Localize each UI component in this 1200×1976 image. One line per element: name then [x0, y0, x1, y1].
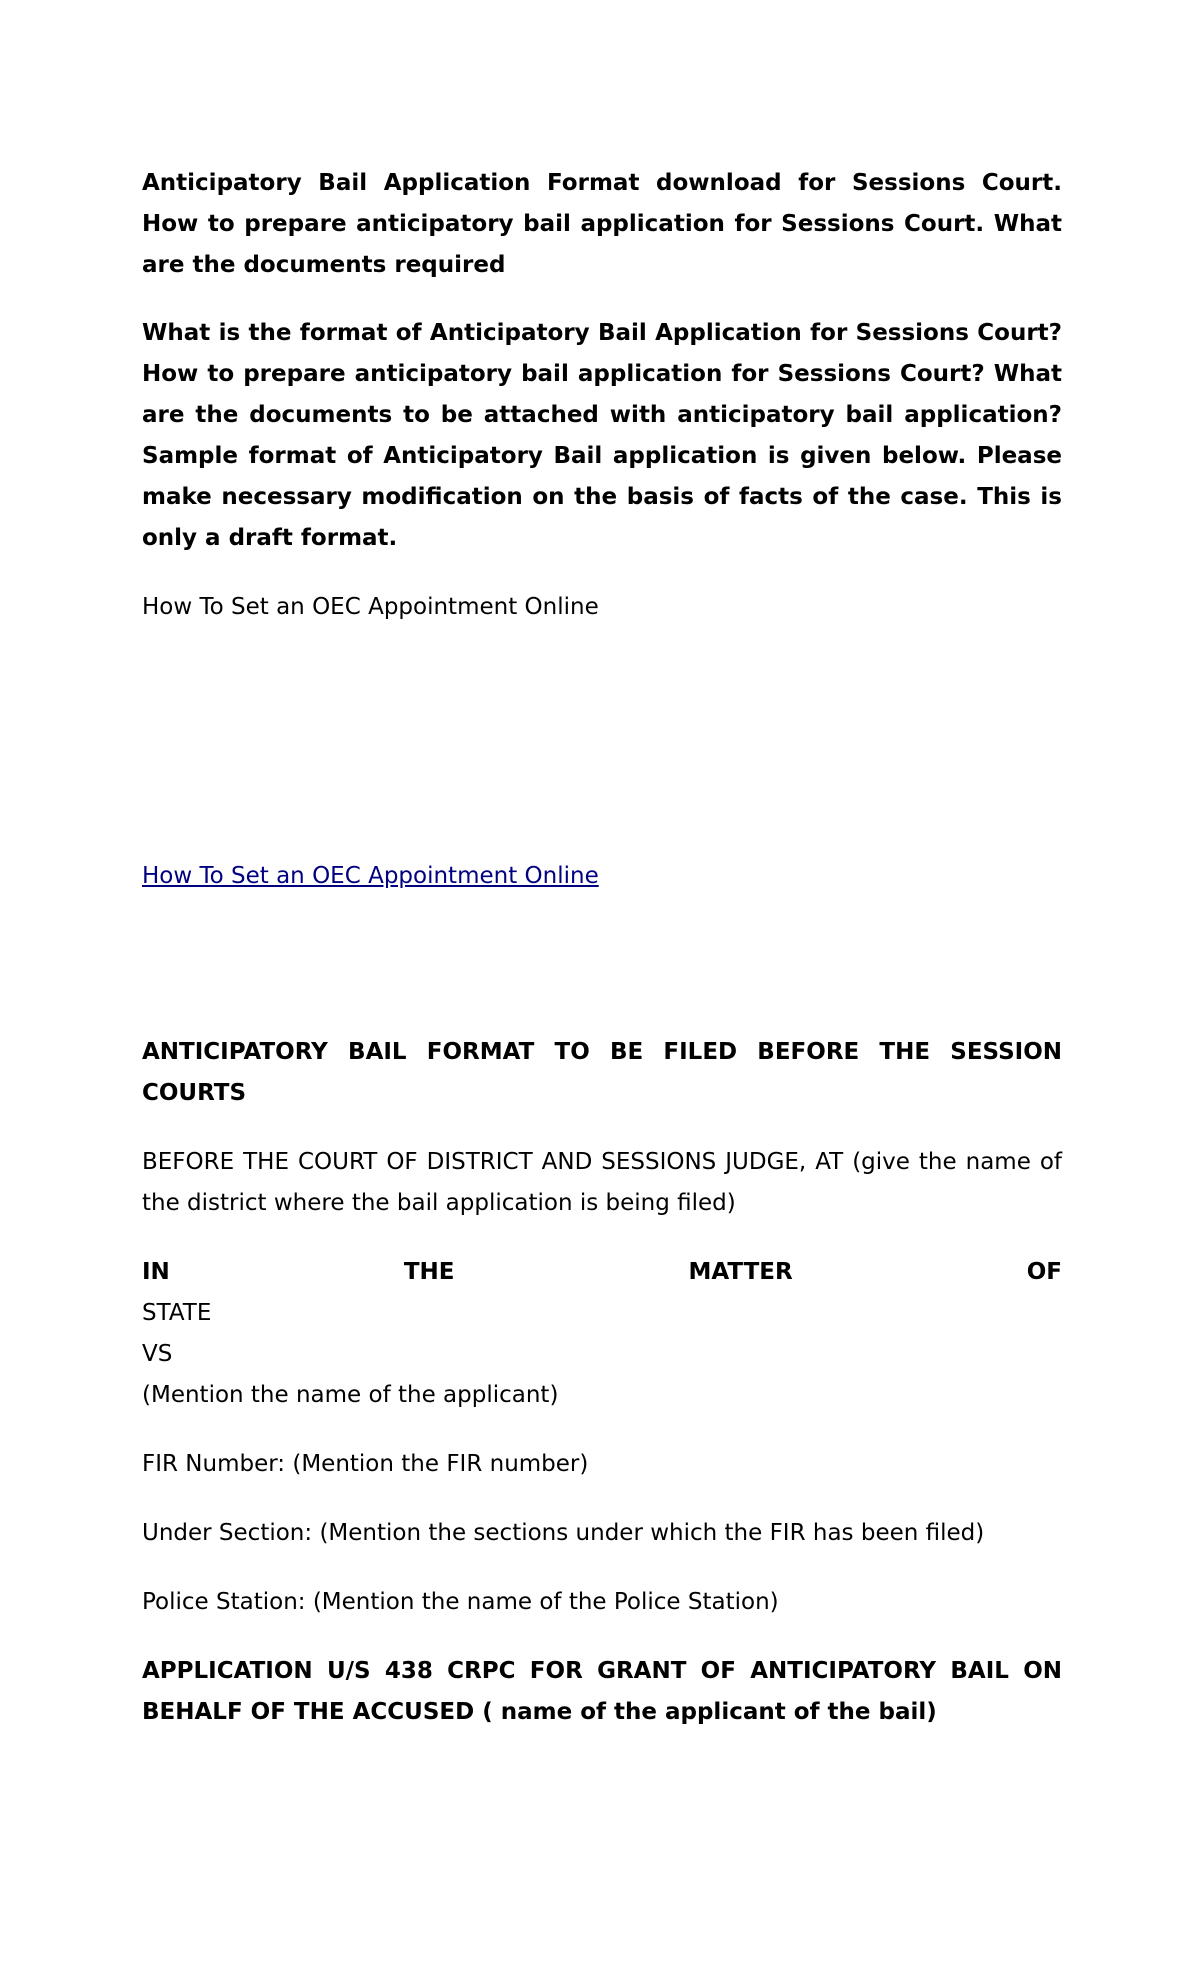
- matter-word: OF: [1026, 1259, 1062, 1285]
- court-line: BEFORE THE COURT OF DISTRICT AND SESSIONS JUDGE, AT (give the name of the district where the bail application is being filed): [142, 1149, 1062, 1216]
- matter-word: THE: [403, 1259, 455, 1285]
- party-applicant: (Mention the name of the applicant): [142, 1382, 559, 1408]
- matter-word: IN: [142, 1259, 170, 1285]
- format-heading: ANTICIPATORY BAIL FORMAT TO BE FILED BEFORE THE SESSION COURTS: [142, 1039, 1062, 1106]
- oec-link-text[interactable]: How To Set an OEC Appointment Online: [142, 863, 599, 889]
- document-page: [142, 163, 1062, 1733]
- police-station: Police Station: (Mention the name of the Police Station): [142, 1589, 779, 1615]
- document-title: Anticipatory Bail Application Format download for Sessions Court. How to prepare anticipatory bail application for Sessions Court. What are the documents required: [142, 170, 1062, 278]
- party-vs: VS: [142, 1341, 173, 1367]
- in-the-matter-of: [142, 1252, 1062, 1293]
- fir-number: FIR Number: (Mention the FIR number): [142, 1451, 589, 1477]
- under-section: Under Section: (Mention the sections under which the FIR has been filed): [142, 1520, 985, 1546]
- oec-appointment-link[interactable]: [142, 856, 1062, 897]
- oec-text: How To Set an OEC Appointment Online: [142, 594, 599, 620]
- application-heading: APPLICATION U/S 438 CRPC FOR GRANT OF ANTICIPATORY BAIL ON BEHALF OF THE ACCUSED ( name of the applicant of the bail): [142, 1658, 1062, 1725]
- matter-word: MATTER: [688, 1259, 793, 1285]
- party-state: STATE: [142, 1300, 212, 1326]
- intro-summary: What is the format of Anticipatory Bail Application for Sessions Court? How to prepare anticipatory bail application for Sessions Court? What are the documents to be attached with anticipatory bail application? Sample format of Anticipatory Bail application is given below. Please make necessary modification on the basis of facts of the case. This is only a draft format.: [142, 320, 1062, 551]
